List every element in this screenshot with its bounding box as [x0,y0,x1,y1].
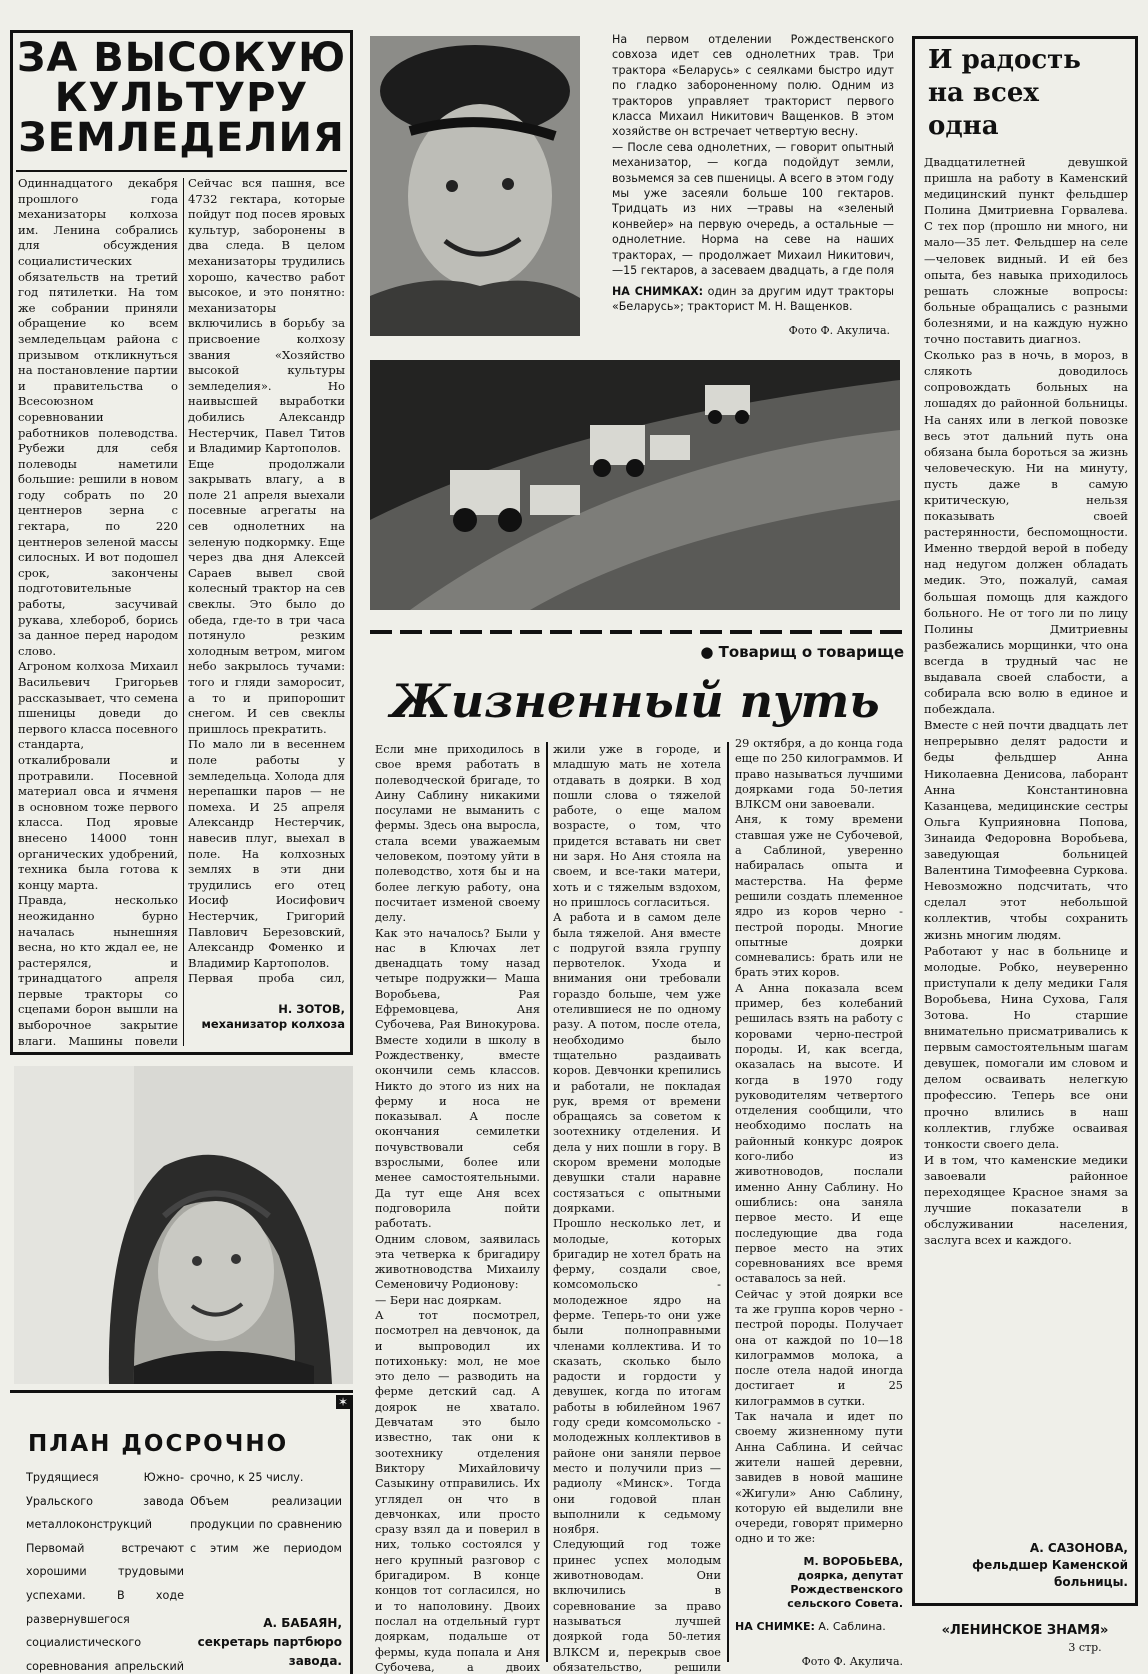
tractorist-portrait-photo [370,36,580,336]
article-center-signature: М. ВОРОБЬЕВА, доярка, депутат Рождественского сельского Совета. [787,1555,903,1610]
caption-label: НА СНИМКАХ: [612,285,704,298]
article-center-caption [735,1620,903,1654]
article-center-col-2: жили уже в городе, и младшую мать не хотела отдавать в доярки. В ход пошли слова о тяжелой работе, о еще малом возрасте, о том, что придется вставать ни свет ни заря. Но Аня стояла на своем, и все-таки матери, хоть и с тяжелым вздохом, но пришлось согласиться. А работа и в самом деле была тяжелой. Аня вместе с подругой взяла группу первотелок. Ухода и внимания они требовали гораздо больше, чем уже отелившиеся не по одному разу. А потом, после отела, необходимо было тщательно раздаивать коров. Девчонки крепились и работали, не покладая рук, время от времени обращаясь за советом к зоотехнику отделения. И дела у них пошли в гору. В скором времени молодые девушки стали наравне состязаться с опытными доярками. Прошло несколько лет, и молодые, которых бригадир не хотел брать на ферму, создали свое, комсомольско - молодежное ядро на ферме. Теперь-то они уже были полноправными членами коллектива. И то сказать, сколько было радости и гордости у девушек, когда по итогам работы в юбилейном 1967 году среди комсомольско - молодежных коллективов в районе они заняли первое место и получили приз — радиолу «Минск». Тогда они годовой план выполнили к седьмому ноября. Следующий год тоже принес успех молодым животноводам. Они включились в соревнование за право называться лучшей дояркой года 50-летия ВЛКСМ и, перекрыв свое обязательство, решили [553,743,721,1674]
article-right-signature: А. САЗОНОВА, фельдшер Каменской больницы. [972,1541,1128,1589]
page-number: 3 стр. [1068,1641,1102,1654]
tractors-field-photo [370,360,900,610]
headline-line-3: ЗЕМЛЕДЕЛИЯ [18,115,345,161]
plan-col-1: Трудящиеся Южно-Уральского завода металлоконструкций Первомай встречают хорошими трудовыми успехами. В ходе развернувшегося социалистического соревнования апрельский [26,1471,184,1673]
caption-text: один за другим идут тракторы «Беларусь»; тракторист М. Н. Ващенков. [612,285,894,314]
rubric-bullet-icon: ● [700,643,719,661]
caption-label: НА СНИМКЕ: [735,1620,815,1633]
article-center-credit: Фото Ф. Акулича. [801,1655,903,1668]
article-right-headline [928,44,1128,148]
caption-text: А. Саблина. [814,1620,886,1633]
plan-headline: ПЛАН ДОСРОЧНО [28,1431,289,1457]
column-rule [183,178,184,1046]
column-rule [546,742,548,1662]
article-center-headline: Жизненный путь [390,674,880,728]
headline-line-1: ЗА ВЫСОКУЮ [16,38,347,81]
article-left-headline [16,38,347,166]
tractorist-portrait-image [370,36,580,336]
photo-top-caption-footnote [612,284,894,318]
star-emblem: ✶ [337,1395,349,1409]
photo-top-credit: Фото Ф. Акулича. [788,324,890,337]
headline-line-2: на всех [928,78,1039,108]
headline-rule [16,170,347,172]
plan-signature: А. БАБАЯН, секретарь партбюро завода. [197,1616,342,1668]
photo-top-caption: На первом отделении Рождественского совхоза идет сев однолетних трав. Три трактора «Беларусь» с сеялками быстро идут по гладко забороненному полю. Одним из тракторов управляет тракторист первого класса Михаил Никитович Ващенков. В этом хозяйстве он встречает четвертую весну. — После сева однолетних, — говорит опытный механизатор, — когда подойдут земли, возьмемся за сев пшеницы. А всего в этом году мы уже засеяли больше 100 гектаров. Тридцать из них —травы на «зеленый конвейер» на первую очередь, а остальные — однолетние. Норма на севе на наших тракторах, — продолжает Михаил Никитович, —15 гектаров, а засеваем двадцать, а где поля [612,33,894,278]
article-center-col-3: 29 октября, а до конца года еще по 250 килограммов. И право называться лучшими доярками года 50-летия ВЛКСМ они завоевали. Аня, к тому времени ставшая уже не Субочевой, а Саблиной, уверенно набиралась опыта и мастерства. На ферме решили создать племенное ядро из коров черно - пестрой породы. Многие опытные доярки сомневались: брать или не брать этих коров. А Анна показала всем пример, без колебаний решилась взять на работу с коровами черно-пестрой породы. И, как всегда, оказалась на высоте. И когда в 1970 году руководителям четвертого отделения сообщили, что необходимо послать на районный конкурс доярок кого-либо из животноводов, послали именно Анну Саблину. Но ошиблись: она заняла первое место. И еще последующие два года первое место на этих соревнованиях все время оставалось за ней. Сейчас у этой доярки все та же группа коров черно - пестрой породы. Получает она от каждой по 10—18 килограммов молока, а после отела надой иногда достигает и 25 килограммов в сутки. Так начала и идет по своему жизненному пути Анна Саблина. И сейчас жители нашей деревни, завидев в новой машине «Жигули» Аню Саблину, которую ей выделили вне очереди, говорят примерно одно и то же: [735,737,903,1546]
article-center-col-1: Если мне приходилось в свое время работать в полеводческой бригаде, то Аину Саблину никакими посулами не выманить с фермы. Здесь она выросла, стала всеми уважаемым человеком, поэтому уйти в полеводство, хотя бы и на более легкую работу, она посчитает изменой своему делу. Как это началось? Были у нас в Ключах лет двенадцать тому назад четыре подружки— Маша Воробьева, Рая Ефремовцева, Аня Субочева, Рая Винокурова. Вместе ходили в школу в Рождественку, вместе окончили семь классов. Никто до этого из них на ферму и носа не показывал. А после окончания семилетки почувствовали себя взрослыми, более или менее самостоятельными. Да тут еще Аня всех подговорила пойти работать. Одним словом, заявилась эта четверка к бригадиру животноводства Михаилу Семеновичу Родионову: — Бери нас дояркам. А тот посмотрел, посмотрел на девчонок, да и выпроводил их потихоньку: мол, не мое это дело — разводить на ферме детский сад. А доярок не хватало. Девчатам это было известно, так они к зоотехнику отделения Виктору Михайловичу Сазыкину отправились. Их углядел он что в девчонках, или просто сразу взял да и поверил в них, только состоялся у него крупный разговор с бригадиром. В конце концов тот согласился, но и то наполовину. Двоих послал на отдельный гурт дояркам, подальше от фермы, куда попала и Аня Субочева, а двоих [375,743,540,1674]
milkmaid-photo [14,1066,353,1384]
article-right-body: Двадцатилетней девушкой пришла на работу в Каменский медицинский пункт фельдшер Полина Дмитриевна Горвалева. С тех пор (прошло ни много, ни мало—35 лет. Фельдшер на селе—человек видный. И ей без опыта, без навыка приходилось решать сложные вопросы: больные обращались с разными болезнями, и на каждую нужно точно поставить диагноз. Сколько раз в ночь, в мороз, в слякоть доводилось сопровождать больных на лошадях до районной больницы. На санях или в легкой повозке весь этот дальний путь она обязана была бороться за жизнь человеческую. Ни на минуту, пусть даже в самую критическую, нельзя показывать своей растерянности, беспомощности. Именно твердой верой в победу над недугом должен обладать медик. Это, пожалуй, самая большая помощь для каждого больного. Не от того ли по лицу Полины Дмитриевны разбежались морщинки, что она всегда в трудный час не выдавала своей слабости, а собирала всю волю в единое и побеждала. Вместе с ней почти двадцать лет непрерывно делят радости и беды фельдшер Анна Николаевна Денисова, лаборант Анна Константиновна Казанцева, медицинские сестры Ольга Куприяновна Попова, Зинаида Федоровна Воробьева, заведующая больницей Валентина Тимофеевна Суркова. Невозможно подсчитать, что сделал этот небольшой коллектив, чтобы сохранить жизнь многим людям. Работают у нас в больнице и молодые. Робко, неуверенно приступали к делу медики Галя Воробьева, Нина Сухова, Галя Зотова. Но старшие внимательно присматривались к первым самостоятельным шагам девушек, помогали им словом и делом осваивать нелегкую профессию. Теперь все они прочно влились в наш коллектив, глубже осваивая тонкости своего дела. И в том, что каменские медики завоевали районное переходящее Красное знамя за лучшие показатели в обслуживании населения, заслуга всех и каждого. [924,155,1128,1248]
headline-line-1: И радость [928,45,1081,75]
milkmaid-portrait-image [14,1066,353,1384]
article-left-signature: Н. ЗОТОВ, механизатор колхоза [201,1002,345,1031]
plan-col-2: срочно, к 25 числу. Объем реализации продукции по сравнению с этим же периодом [190,1471,342,1555]
tractors-field-image [370,360,900,610]
article-left-col-2: Сейчас вся пашня, все 4732 гектара, которые пойдут под посев яровых культур, заборонены в два следа. В целом механизаторы трудились хорошо, качество работ высокое, и это понятно: механизаторы включились в борьбу за присвоение колхозу звания «Хозяйство высокой культуры земледелия». Но наивысшей выработки добились Александр Нестерчик, Павел Титов и Владимир Картополов. Еще продолжали закрывать влагу, а в поле 21 апреля выехали посевные агрегаты на сев однолетних на зеленую подкормку. Еще через два дня Алексей Сараев вывел свой колесный трактор на сев свеклы. Это было до обеда, где-то в три часа потянуло резким холодным ветром, мигом небо закрылось тучами: того и гляди заморосит, а то и припорошит снегом. И сев свеклы пришлось прекратить. По мало ли в весеннем поле работы у земледельца. Холода для нерепашки паров — не помеха. И 25 апреля Александр Нестерчик, навесив плуг, выехал в поле. На колхозных землях в эти дни трудились его отец Иосиф Иосифович Нестерчик, Григорий Павлович Березовский, Александр Фоменко и Владимир Картополов. Первая проба сил, [188,176,345,984]
headline-line-3: одна [928,111,999,141]
column-rule [727,742,729,1662]
article-left-col-1: Одиннадцатого декабря прошлого года механизаторы колхоза им. Ленина собрались для обсуждения социалистических обязательств на третий год пятилетки. На том же собрании приняли обращение ко всем земледельцам района с призывом откликнуться на постановление партии и правительства о Всесоюзном соревновании работников полеводства. Рубежи для себя полеводы наметили большие: решили в новом году собрать по 20 центнеров зерна с гектара, по 220 центнеров зеленой массы силосных. И вот подошел срок, закончены подготовительные работы, засучивай рукава, хлебороб, борись за данное перед народом слово. Агроном колхоза Михаил Васильевич Григорьев рассказывает, что семена пшеницы доведи до первого класса посевного стандарта, откалибровали и протравили. Посевной материал овса и ячменя в основном тоже первого класса. Под яровые внесено 14000 тонн органических удобрений, техника была готова к концу марта. Правда, несколько неожиданно бурно началась нынешняя весна, но кто ждал ее, не растерялся, и тринадцатого апреля первые тракторы со сцепами борон вышли на выборочное закрытие влаги. Машины повели [18,176,178,1048]
masthead-footer: «ЛЕНИНСКОЕ ЗНАМЯ» [941,1623,1109,1638]
headline-line-2: КУЛЬТУРУ [54,75,309,121]
rubric [660,642,904,662]
section-dashed-divider [370,630,904,634]
plan-right-border [350,1395,353,1674]
rubric-text: Товарищ о товарище [718,643,904,661]
